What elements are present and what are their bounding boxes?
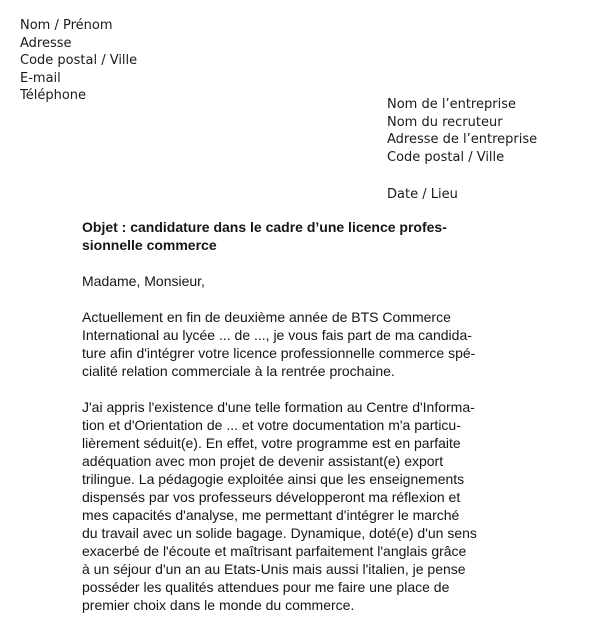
paragraph-line: cialité relation commerciale à la rentrée prochaine. <box>82 363 395 379</box>
paragraph-line: tion et d'Orientation de ... et votre documentation m'a particu- <box>82 417 461 433</box>
subject-line <box>82 218 512 254</box>
letter-body <box>82 218 512 613</box>
sender-block <box>20 17 137 105</box>
subject-line-1: Objet : candidature dans le cadre d’une licence profes- <box>82 219 447 235</box>
paragraph-line: dispensés par vos professeurs développeront ma réflexion et <box>82 489 461 505</box>
paragraph-line: posséder les qualités attendues pour me faire une place de <box>82 579 450 595</box>
paragraph-line: International au lycée ... de ..., je vous fais part de ma candida- <box>82 327 472 343</box>
sender-address: Adresse <box>20 35 72 51</box>
sender-name: Nom / Prénom <box>20 18 113 33</box>
paragraph-line: à un séjour d'un an au Etats-Unis mais aussi l'italien, je pense <box>82 561 466 577</box>
recipient-postal-city: Code postal / Ville <box>387 149 505 165</box>
paragraph-line: ture afin d'intégrer votre licence professionnelle commerce spé- <box>82 345 476 361</box>
date-place: Date / Lieu <box>387 187 458 202</box>
paragraph-line: adéquation avec mon projet de devenir assistant(e) export <box>82 453 444 469</box>
sender-email: E-mail <box>20 70 61 86</box>
paragraph-line: trilingue. La pédagogie exploitée ainsi que les enseignements <box>82 471 465 487</box>
paragraph-line: premier choix dans le monde du commerce. <box>82 597 355 613</box>
paragraph-line: exacerbé de l'écoute et maîtrisant parfaitement l'anglais grâce <box>82 543 467 559</box>
paragraph-line: J'ai appris l'existence d'une telle formation au Centre d'Informa- <box>82 399 475 415</box>
recipient-company: Nom de l’entreprise <box>387 97 516 112</box>
paragraph-line: mes capacités d'analyse, me permettant d'intégrer le marché <box>82 507 460 523</box>
sender-phone: Téléphone <box>20 88 87 104</box>
recipient-recruiter: Nom du recruteur <box>387 114 503 130</box>
paragraph-intro <box>82 308 475 380</box>
paragraph-line: lièrement séduit(e). En effet, votre programme est en parfaite <box>82 435 461 451</box>
paragraph-line: du travail avec un solide bagage. Dynamique, doté(e) d'un sens <box>82 525 477 541</box>
recipient-block <box>387 96 537 166</box>
paragraph-motivation <box>82 398 477 614</box>
recipient-address: Adresse de l’entreprise <box>387 132 538 148</box>
sender-postal-city: Code postal / Ville <box>20 53 138 69</box>
greeting: Madame, Monsieur, <box>82 273 205 289</box>
subject-line-2: sionnelle commerce <box>82 237 217 253</box>
paragraph-line: Actuellement en fin de deuxième année de BTS Commerce <box>82 309 451 325</box>
